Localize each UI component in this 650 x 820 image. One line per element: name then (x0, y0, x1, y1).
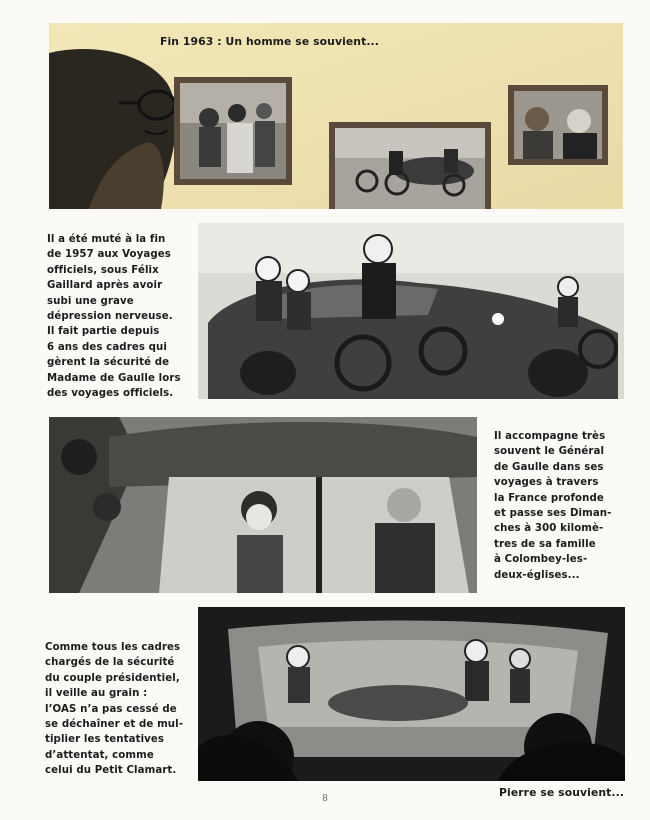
panel-1-artwork (49, 23, 623, 209)
panel-4-artwork (198, 607, 625, 781)
panel-4-caption: Comme tous les cadres chargés de la sécurité du couple présidentiel, il veille au grain : l’OAS n’a pas cessé de se déchaîner et de mul- tiplier les tentatives d’attentat, comme celui du Petit Clamart. (45, 642, 184, 777)
panel-2-artwork (198, 223, 624, 399)
panel-2-motorcade (198, 223, 624, 399)
panel-1-memory (49, 23, 623, 209)
page-number: 8 (322, 794, 328, 804)
footer-caption: Pierre se souvient... (499, 786, 625, 799)
panel-3-caption: Il accompagne très souvent le Général de Gaulle dans ses voyages à travers la France profonde et passe ses Diman- ches à 300 kilomè- tres de sa famille à Colombey-les- deux-églises... (494, 431, 612, 581)
panel-4-windshield (198, 607, 625, 781)
panel-3-car-interior (49, 417, 477, 593)
panel-2-caption: Il a été muté à la fin de 1957 aux Voyages officiels, sous Félix Gaillard après avoir subi une grave dépression nerveuse. Il fait partie depuis 6 ans des cadres qui gèrent la sécurité de Madame de Gaulle lors des voyages officiels. (47, 234, 181, 400)
panel-3-artwork (49, 417, 477, 593)
panel-1-caption: Fin 1963 : Un homme se souvient... (160, 35, 379, 48)
